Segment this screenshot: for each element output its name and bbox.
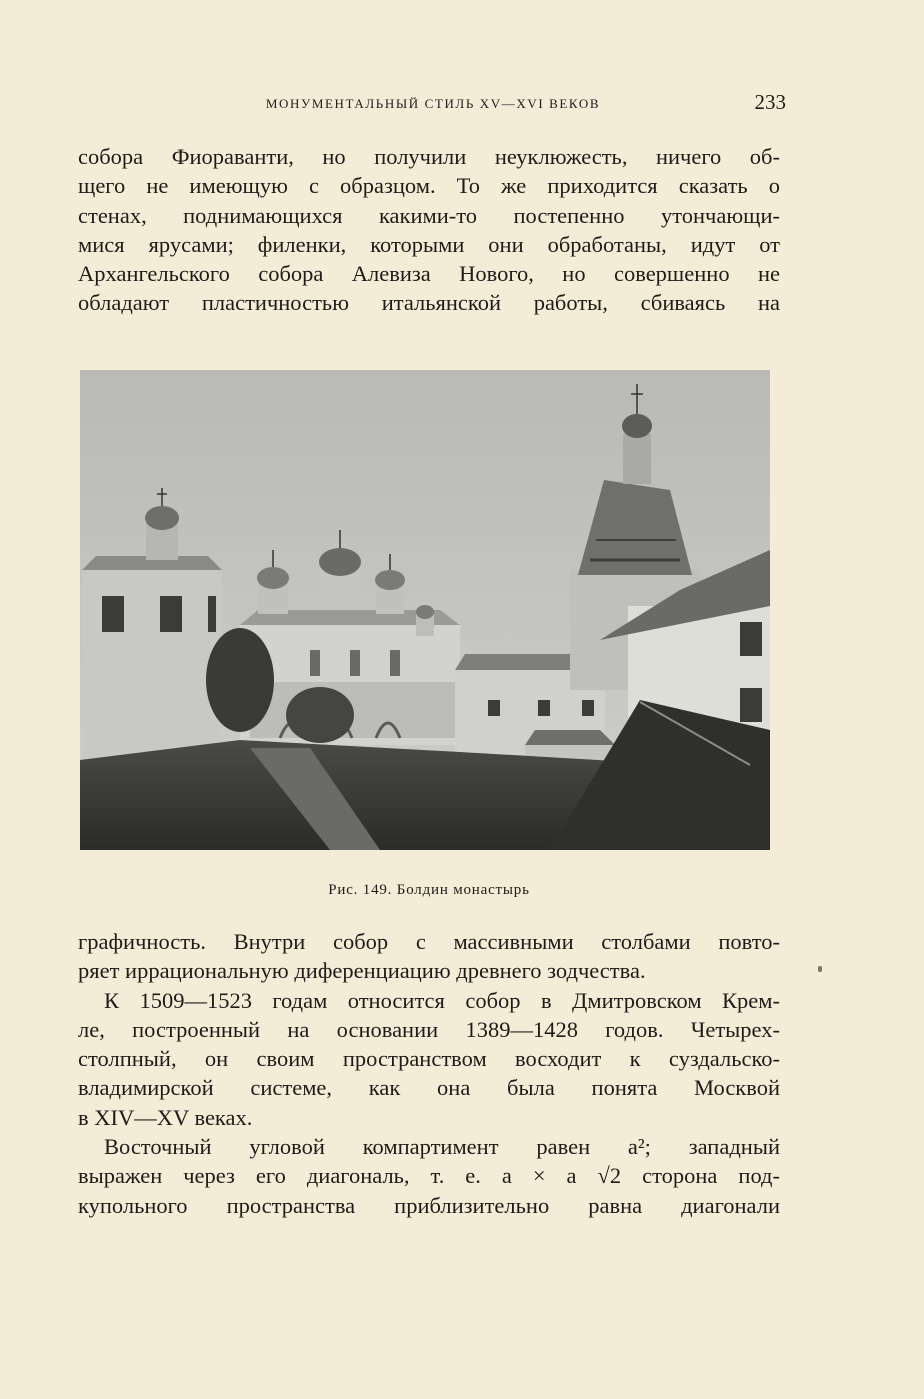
paper-speck: [818, 966, 822, 972]
text-line: купольного пространства приблизительно равна диагонали: [78, 1192, 780, 1218]
text-line: столпный, он своим пространством восходит к суздальско-: [78, 1046, 780, 1072]
text-line: мися ярусами; филенки, которыми они обработаны, идут от: [78, 231, 780, 257]
text-line: Восточный угловой компартимент равен a²; западный: [104, 1134, 780, 1160]
text-line: стенах, поднимающихся какими-то постепенно утончающи-: [78, 202, 780, 228]
paragraph-bottom: [78, 927, 780, 1220]
text-line: К 1509—1523 годам относится собор в Дмитровском Крем-: [104, 987, 780, 1013]
paragraph-top: [78, 142, 780, 318]
figure-caption: Рис. 149. Болдин монастырь: [328, 882, 530, 898]
text-line: ле, построенный на основании 1389—1428 годов. Четырех-: [78, 1016, 780, 1042]
running-title: МОНУМЕНТАЛЬНЫЙ СТИЛЬ XV—XVI ВЕКОВ: [265, 96, 601, 111]
text-line: выражен через его диагональ, т. е. a × a √2 сторона под-: [78, 1163, 780, 1189]
monastery-photograph: [80, 370, 770, 850]
text-line: обладают пластичностью итальянской работы, сбиваясь на: [78, 290, 780, 316]
text-line: Архангельского собора Алевиза Нового, но совершенно не: [78, 261, 780, 287]
text-line: щего не имеющую с образцом. То же приходится сказать о: [78, 173, 780, 199]
text-line: собора Фиораванти, но получили неуклюжесть, ничего об-: [78, 144, 780, 169]
text-line: ряет иррациональную диференциацию древнего зодчества.: [78, 958, 646, 984]
text-line: владимирской системе, как она была понята Москвой: [78, 1075, 780, 1101]
monastery-photo-illustration: [80, 370, 770, 850]
running-head: [78, 90, 788, 116]
text-line: в XIV—XV веках.: [78, 1104, 253, 1130]
text-line: графичность. Внутри собор с массивными столбами повто-: [78, 929, 780, 954]
page-number: 233: [754, 90, 786, 114]
